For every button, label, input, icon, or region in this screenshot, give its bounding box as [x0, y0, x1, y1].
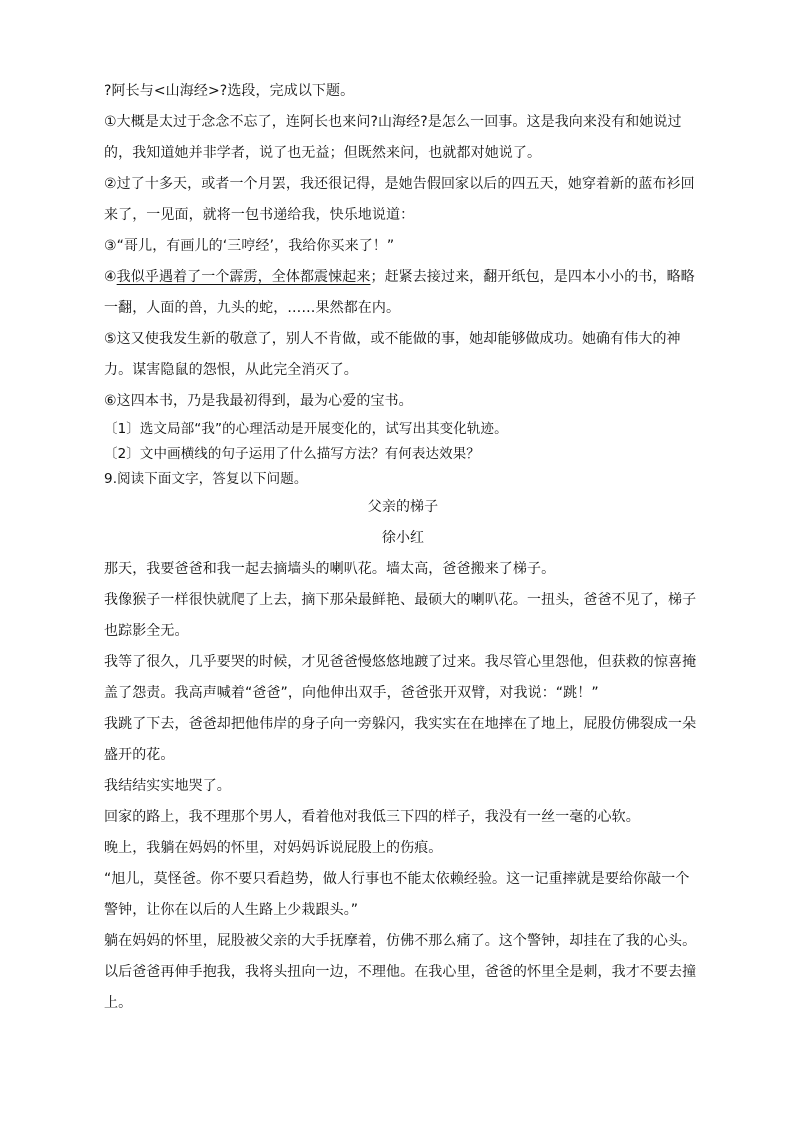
paragraph-2: ②过了十多天，或者一个月罢，我还很记得，是她告假回家以后的四五天，她穿着新的蓝布衫回来了，一见面，就将一包书递给我，快乐地说道：: [104, 176, 695, 223]
story-paragraph-7: 晚上，我躺在妈妈的怀里，对妈妈诉说屁股上的伤痕。: [104, 840, 443, 856]
story-paragraph-2: 我像猴子一样很快就爬了上去，摘下那朵最鲜艳、最硕大的喇叭花。一扭头，爸爸不见了，梯子也踪影全无。: [104, 592, 697, 639]
paragraph-4: [104, 262, 702, 324]
question-2: 〔2〕文中画横线的句子运用了什么描写方法？有何表达效果？: [104, 446, 480, 462]
underlined-sentence: 我似乎遇着了一个霹雳，全体都震悚起来: [116, 269, 371, 285]
story-paragraph-5: 我结结实实地哭了。: [104, 778, 231, 794]
story-paragraph-6: 回家的路上，我不理那个男人，看着他对我低三下四的样子，我没有一丝一毫的心软。: [104, 809, 640, 825]
story-author: 徐小红: [381, 530, 425, 546]
paragraph-5: ⑤这又使我发生新的敬意了，别人不肯做，或不能做的事，她却能够做成功。她确有伟大的神力。谋害隐鼠的怨恨，从此完全消灭了。: [104, 331, 681, 378]
document-body: [104, 76, 702, 1019]
intro-line: ?阿长与<山海经>?选段，完成以下题。: [104, 83, 355, 99]
story-paragraph-1: 那天，我要爸爸和我一起去摘墙头的喇叭花。墙太高，爸爸搬来了梯子。: [104, 561, 556, 577]
paragraph-4-rest: ；赶紧去接过来，翻开纸包，是四本小小的书，略略一翻，人面的兽，九头的蛇，……果然都在内。: [104, 269, 695, 316]
paragraph-6: ⑥这四本书，乃是我最初得到，最为心爱的宝书。: [104, 393, 413, 409]
paragraph-3: ③“哥儿，有画儿的‘三哼经’，我给你买来了！”: [104, 238, 395, 254]
paragraph-1: ①大概是太过于念念不忘了，连阿长也来问?山海经?是怎么一回事。这是我向来没有和她说过的，我知道她并非学者，说了也无益；但既然来问，也就都对她说了。: [104, 114, 682, 161]
story-paragraph-8: “旭儿，莫怪爸。你不要只看趋势，做人行事也不能太依赖经验。这一记重摔就是要给你敲一个警钟，让你在以后的人生路上少栽跟头。”: [104, 871, 690, 918]
story-paragraph-10: 以后爸爸再伸手抱我，我将头扭向一边，不理他。在我心里，爸爸的怀里全是刺，我才不要去撞上。: [104, 964, 697, 1011]
section-9-heading: 9.阅读下面文字，答复以下问题。: [104, 471, 308, 487]
story-paragraph-3: 我等了很久，几乎要哭的时候，才见爸爸慢悠悠地踱了过来。我尽管心里怨他，但获救的惊喜掩盖了怨责。我高声喊着“爸爸”，向他伸出双手，爸爸张开双臂，对我说：“跳！”: [104, 654, 697, 701]
paragraph-4-number: ④: [104, 269, 117, 285]
story-title: 父亲的梯子: [367, 499, 439, 515]
story-paragraph-9: 躺在妈妈的怀里，屁股被父亲的大手抚摩着，仿佛不那么痛了。这个警钟，却挂在了我的心头。: [104, 933, 697, 949]
question-1: 〔1〕选文局部“我”的心理活动是开展变化的，试写出其变化轨迹。: [104, 421, 508, 437]
story-paragraph-4: 我跳了下去，爸爸却把他伟岸的身子向一旁躲闪，我实实在在地摔在了地上，屁股仿佛裂成一朵盛开的花。: [104, 716, 697, 763]
